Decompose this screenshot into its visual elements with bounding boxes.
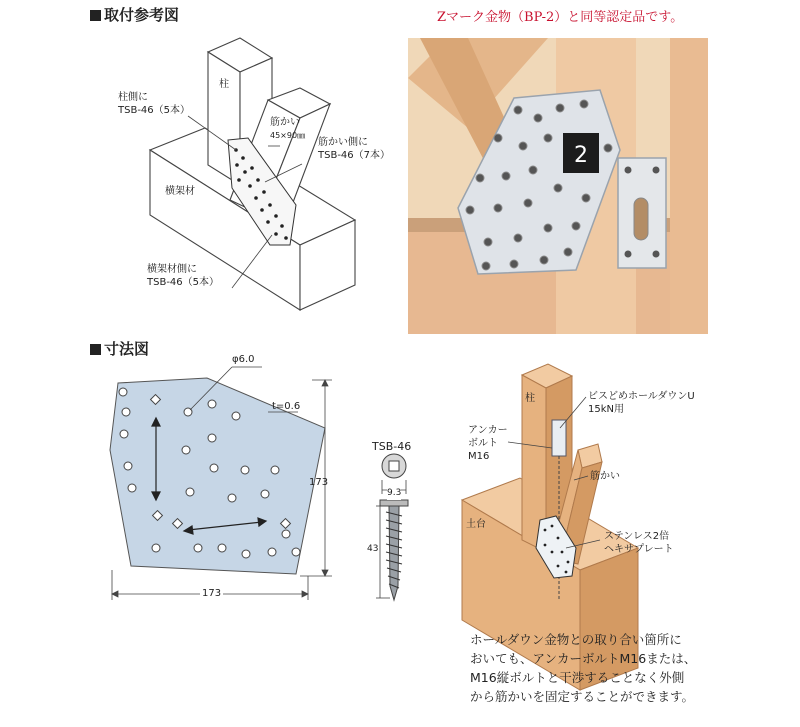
label-hole-diameter: φ6.0 xyxy=(232,354,255,365)
holdown-label-sill: 土台 xyxy=(466,519,486,530)
label-width: 173 xyxy=(202,588,222,599)
holdown-label-plate: ステンレス2倍 ヘキサプレート xyxy=(604,531,674,555)
screw-head-diameter: 9.3 xyxy=(387,488,402,498)
screw-name: TSB-46 xyxy=(372,440,412,453)
description: ホールダウン金物との取り合い箇所に おいても、アンカーボルトM16または、 M16縦ボルトと干渉することなく外側 から筋かいを固定することができます。 xyxy=(470,632,697,704)
screw-length: 43 xyxy=(367,544,379,554)
label-column: 柱 xyxy=(219,79,229,90)
label-brace-side: 筋かい側に TSB-46（7本） xyxy=(318,137,391,161)
holdown-label-column: 柱 xyxy=(525,393,535,404)
label-height: 173 xyxy=(309,477,329,488)
label-beam-side: 横架材側に TSB-46（5本） xyxy=(147,264,220,288)
label-thickness: t=0.6 xyxy=(272,401,301,412)
label-beam: 横架材 xyxy=(165,186,195,197)
label-brace: 筋かい 45×90㎜ xyxy=(270,117,306,140)
dimension-diagram-heading: 寸法図 xyxy=(90,338,149,359)
label-column-side: 柱側に TSB-46（5本） xyxy=(118,92,191,116)
install-diagram-heading: 取付参考図 xyxy=(90,4,179,25)
photo-caption: Zマーク金物（BP-2）と同等認定品です。 xyxy=(437,10,684,25)
holdown-label-anchor-bolt: アンカー ボルト M16 xyxy=(468,425,508,462)
holdown-label-brace: 筋かい xyxy=(590,471,620,482)
holdown-label-holdown: ビスどめホールダウンU 15kN用 xyxy=(588,391,695,415)
plate-badge: 2 xyxy=(574,143,588,168)
